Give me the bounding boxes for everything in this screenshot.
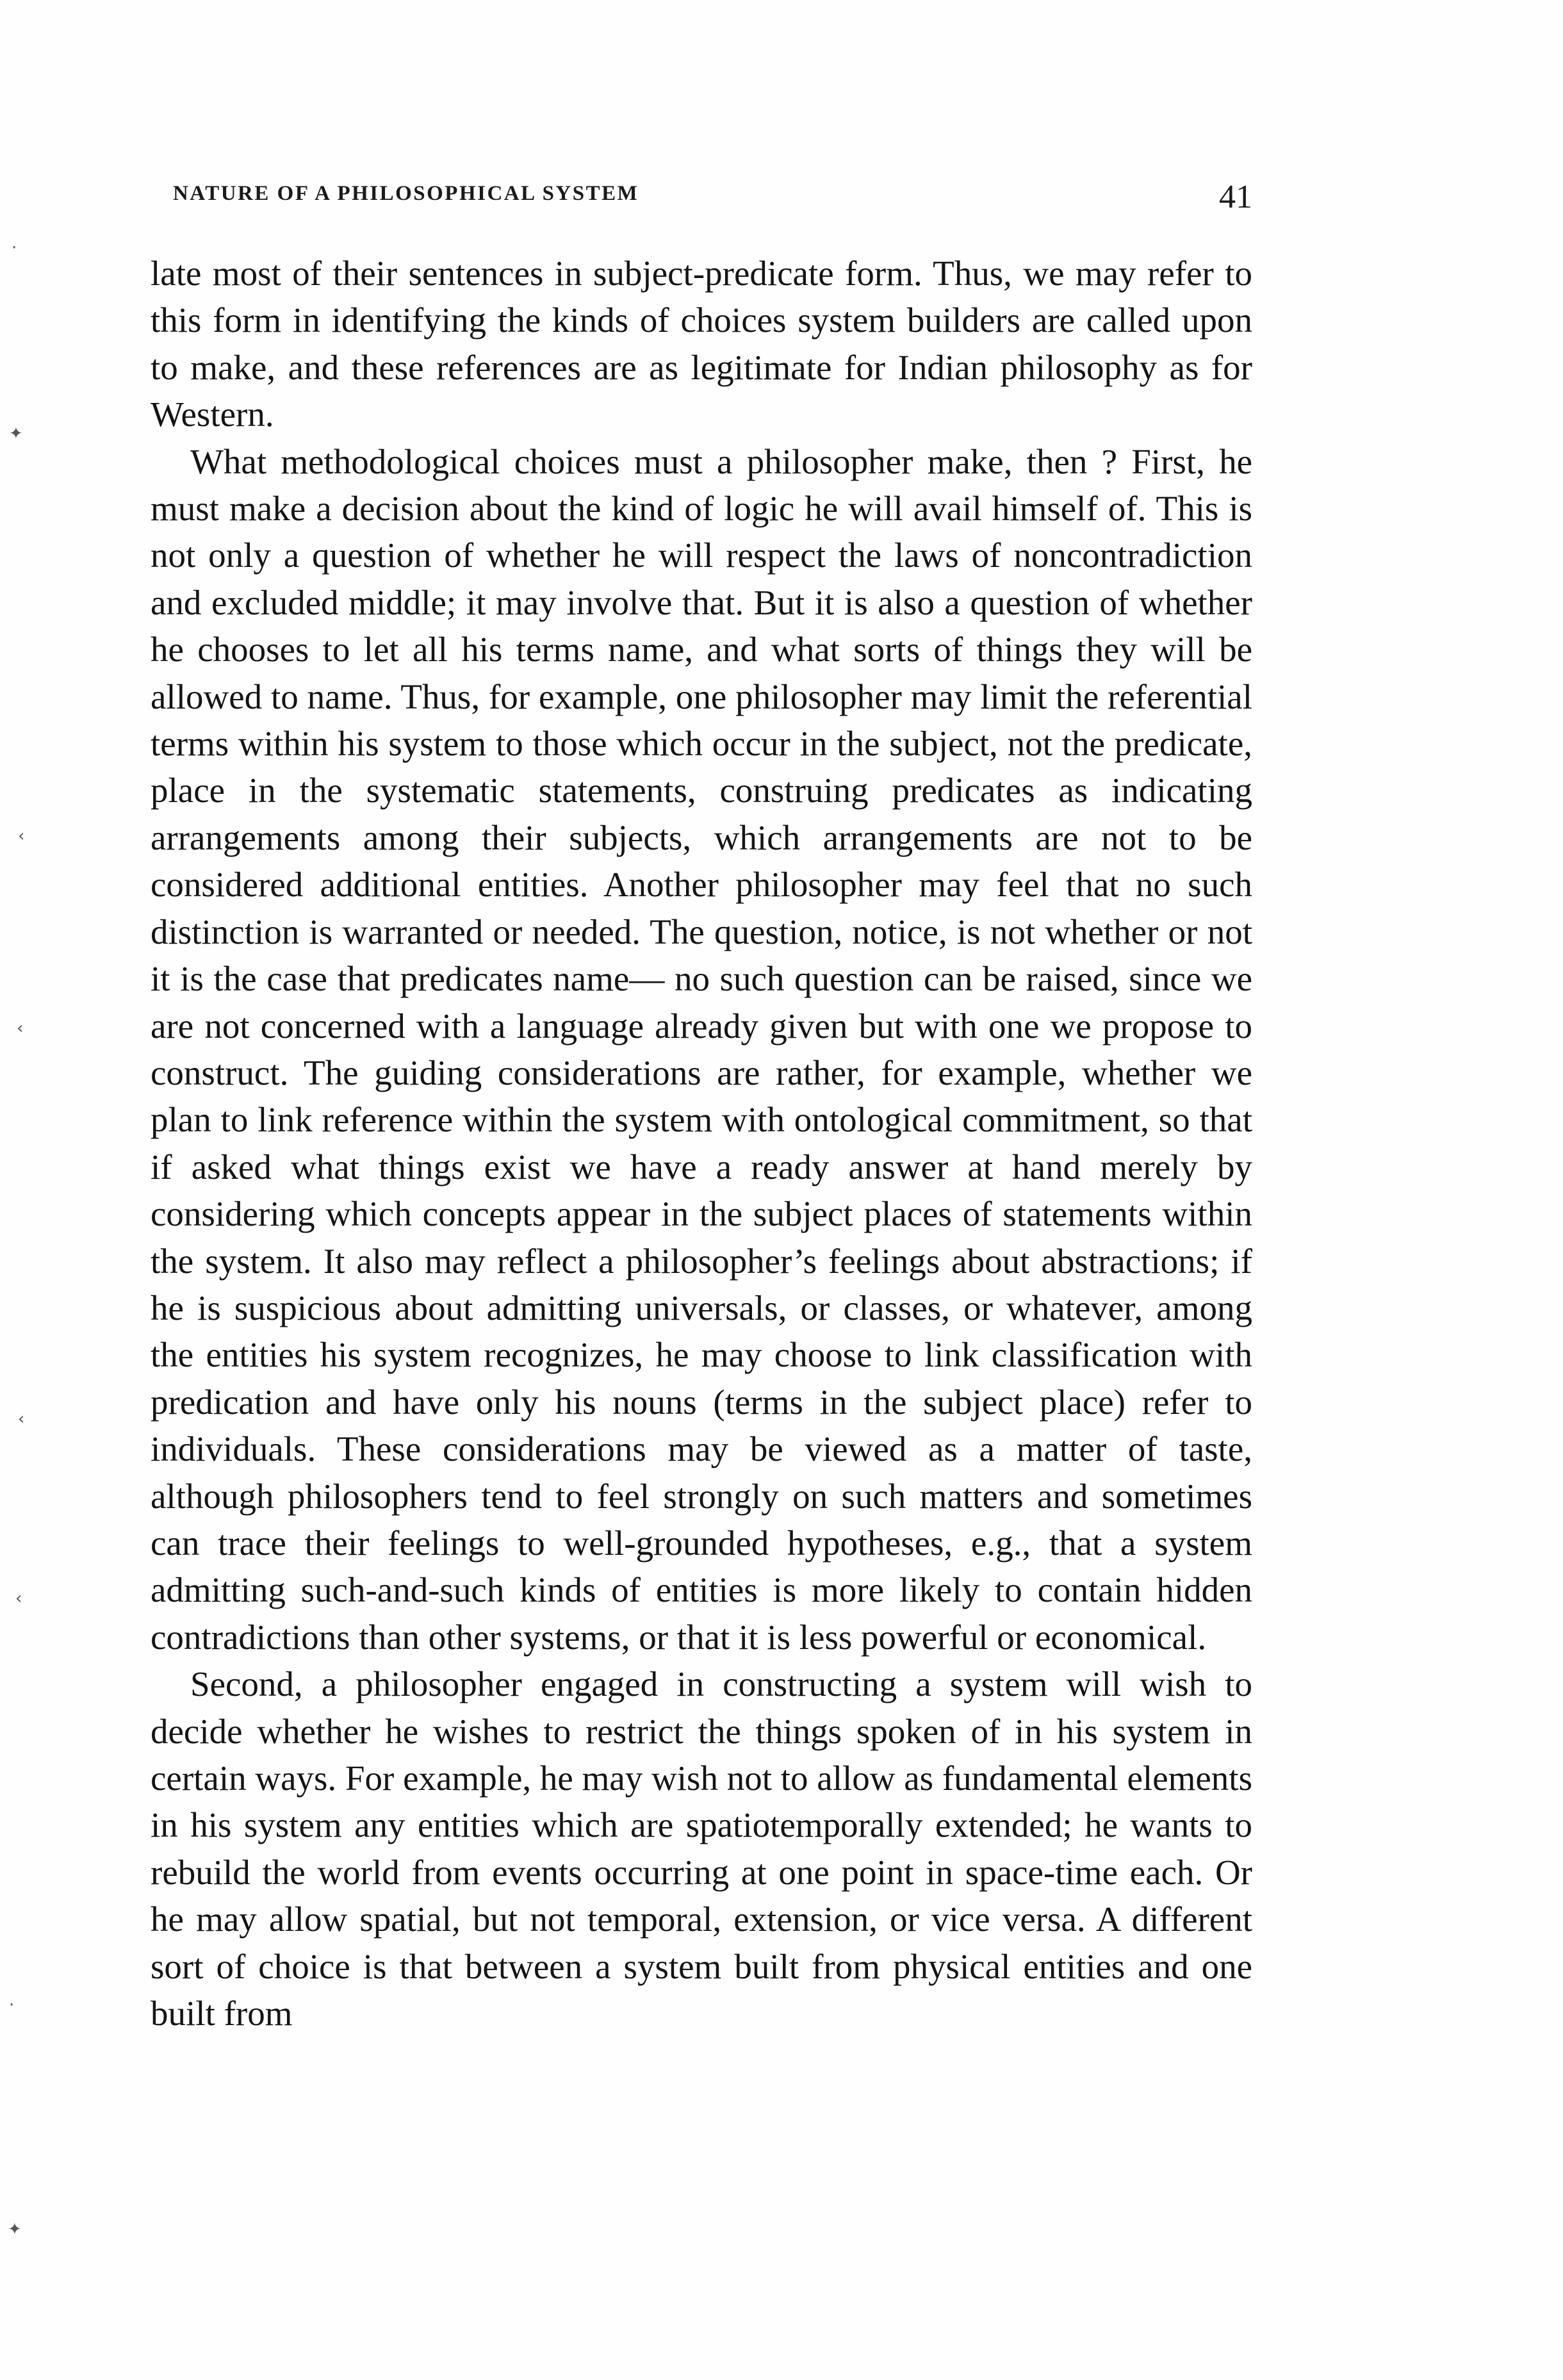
paragraph: Second, a philosopher engaged in constructing a system will wish to decide whether he wishes to restrict the things spoken of in his system in certain ways. For example, he may wish not to allow as fundamental elements in his system any entities which are spatiotemporally extended; he wants to rebuild the world from events occurring at one point in space-time each. Or he may allow spatial, but not temporal, extension, or vice versa. A different sort of choice is that between a system built from physical entities and one built from bbox=[151, 1664, 1252, 2033]
margin-speck: ‹ bbox=[15, 1589, 22, 1608]
body-text bbox=[151, 250, 1252, 2037]
paragraph: late most of their sentences in subject-predicate form. Thus, we may refer to this form in identifying the kinds of choices system builders are called upon to make, and these references are as legitimate for Indian philosophy as for Western. bbox=[151, 254, 1252, 434]
margin-speck: ‹ bbox=[17, 1019, 24, 1038]
margin-speck: ✦ bbox=[8, 2220, 22, 2239]
page-number: 41 bbox=[1219, 179, 1252, 215]
scan-margin-marks bbox=[0, 0, 77, 2380]
margin-speck: ‹ bbox=[18, 1409, 25, 1429]
margin-speck: · bbox=[9, 1996, 15, 2015]
margin-speck: ‹ bbox=[18, 826, 25, 846]
margin-speck: ✦ bbox=[9, 424, 23, 443]
margin-speck: · bbox=[12, 238, 17, 258]
paragraph: What methodological choices must a philosopher make, then ? First, he must make a decision about the kind of logic he will avail himself of. This is not only a question of whether he will respect the laws of noncontradiction and excluded middle; it may involve that. But it is also a question of whether he chooses to let all his terms name, and what sorts of things they will be allowed to name. Thus, for example, one philosopher may limit the referential terms within his system to those which occur in the subject, not the predicate, place in the systematic statements, construing predicates as indicating arrangements among their subjects, which arrangements are not to be considered additional entities. Another philosopher may feel that no such distinction is warranted or needed. The question, notice, is not whether or not it is the case that predicates name— no such question can be raised, since we are not concerned with a language already given but with one we propose to construct. The guiding considerations are rather, for example, whether we plan to link reference within the system with ontological commitment, so that if asked what things exist we have a ready answer at hand merely by considering which concepts appear in the subject places of statements within the system. It also may reflect a philosopher’s feelings about abstractions; if he is suspicious about admitting universals, or classes, or whatever, among the entities his system recognizes, he may choose to link classification with predication and have only his nouns (terms in the subject place) refer to individuals. These considerations may be viewed as a matter of taste, although philosophers tend to feel strongly on such matters and sometimes can trace their feelings to well-grounded hypotheses, e.g., that a system admitting such-and-such kinds of entities is more likely to contain hidden contradictions than other systems, or that it is less powerful or economical. bbox=[151, 441, 1252, 1657]
running-title: NATURE OF A PHILOSOPHICAL SYSTEM bbox=[173, 182, 639, 205]
running-head bbox=[173, 178, 1252, 217]
